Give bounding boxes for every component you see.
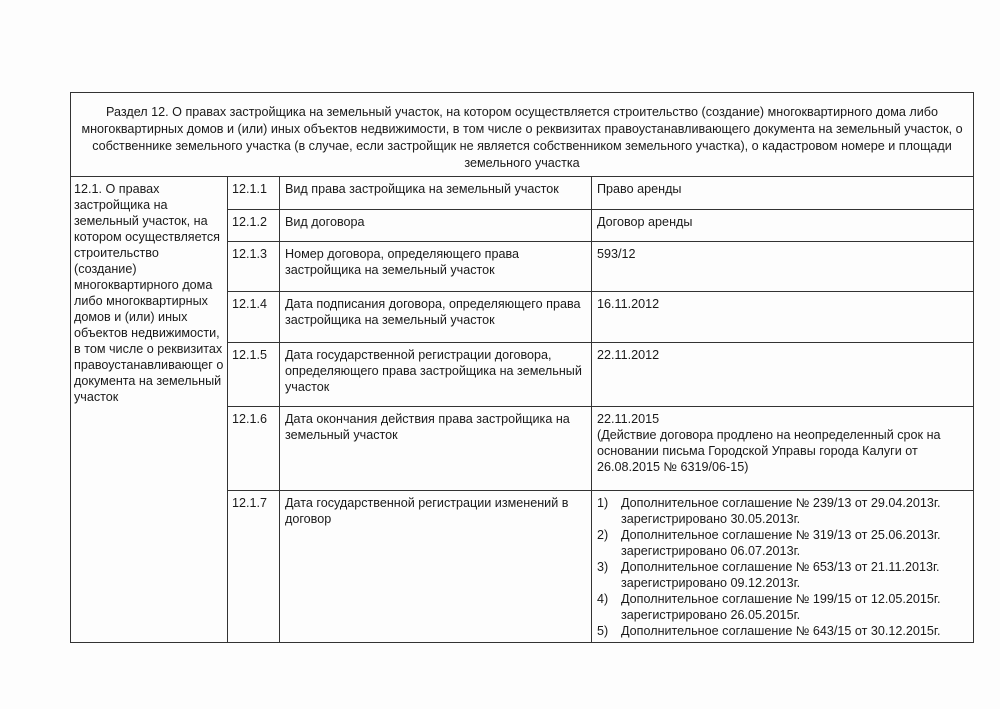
subsection-title: 12.1. О правах застройщика на земельный участок, на котором осуществляется строительство (создание) многоквартирного дома либо многоквартирных домов и (или) иных объектов недвижимости, в том числе о реквизитах правоустанавливающег о документа на земельный участок bbox=[71, 177, 228, 643]
list-item bbox=[597, 591, 968, 623]
row-label: Дата окончания действия права застройщика на земельный участок bbox=[280, 407, 592, 491]
row-value: 593/12 bbox=[592, 242, 974, 292]
row-value-cell bbox=[592, 491, 974, 643]
row-label: Вид права застройщика на земельный участок bbox=[280, 177, 592, 210]
list-item-text: Дополнительное соглашение № 319/13 от 25.06.2013г. зарегистрировано 06.07.2013г. bbox=[621, 528, 941, 558]
list-item-text: Дополнительное соглашение № 199/15 от 12.05.2015г. зарегистрировано 26.05.2015г. bbox=[621, 592, 941, 622]
row-label: Номер договора, определяющего права застройщика на земельный участок bbox=[280, 242, 592, 292]
list-marker: 5) bbox=[597, 624, 609, 638]
section-header-row bbox=[71, 93, 974, 177]
list-marker: 4) bbox=[597, 592, 609, 606]
row-value: Право аренды bbox=[592, 177, 974, 210]
amendments-list bbox=[597, 495, 968, 639]
row-label: Дата государственной регистрации изменений в договор bbox=[280, 491, 592, 643]
row-number: 12.1.4 bbox=[228, 292, 280, 343]
row-number: 12.1.7 bbox=[228, 491, 280, 643]
row-value-note: (Действие договора продлено на неопределенный срок на основании письма Городской Управы города Калуги от 26.08.2015 № 6319/06-15) bbox=[597, 428, 941, 474]
row-number: 12.1.2 bbox=[228, 210, 280, 242]
list-item bbox=[597, 527, 968, 559]
row-number: 12.1.3 bbox=[228, 242, 280, 292]
row-label: Дата подписания договора, определяющего права застройщика на земельный участок bbox=[280, 292, 592, 343]
table-row bbox=[71, 177, 974, 210]
row-number: 12.1.5 bbox=[228, 343, 280, 407]
list-item-text: Дополнительное соглашение № 239/13 от 29.04.2013г. зарегистрировано 30.05.2013г. bbox=[621, 496, 941, 526]
list-item bbox=[597, 495, 968, 527]
row-label: Дата государственной регистрации договора, определяющего права застройщика на земельный участок bbox=[280, 343, 592, 407]
row-value-cell bbox=[592, 407, 974, 491]
list-marker: 3) bbox=[597, 560, 609, 574]
list-marker: 2) bbox=[597, 528, 609, 542]
row-number: 12.1.6 bbox=[228, 407, 280, 491]
row-value: 22.11.2015 bbox=[597, 412, 660, 426]
list-item bbox=[597, 559, 968, 591]
list-item-text: Дополнительное соглашение № 653/13 от 21.11.2013г. зарегистрировано 09.12.2013г. bbox=[621, 560, 940, 590]
section-header: Раздел 12. О правах застройщика на земельный участок, на котором осуществляется строительство (создание) многоквартирного дома либо многоквартирных домов и (или) иных объектов недвижимости, в том числе о реквизитах правоустанавливающего документа на земельный участок, о собственнике земельного участка (в случае, если застройщик не является собственником земельного участка), о кадастровом номере и площади земельного участка bbox=[71, 93, 974, 177]
row-label: Вид договора bbox=[280, 210, 592, 242]
list-item bbox=[597, 623, 968, 639]
land-rights-table bbox=[70, 92, 974, 643]
row-value: Договор аренды bbox=[592, 210, 974, 242]
list-item-text: Дополнительное соглашение № 643/15 от 30.12.2015г. bbox=[621, 624, 941, 638]
row-value: 22.11.2012 bbox=[592, 343, 974, 407]
list-marker: 1) bbox=[597, 496, 609, 510]
row-value: 16.11.2012 bbox=[592, 292, 974, 343]
row-number: 12.1.1 bbox=[228, 177, 280, 210]
